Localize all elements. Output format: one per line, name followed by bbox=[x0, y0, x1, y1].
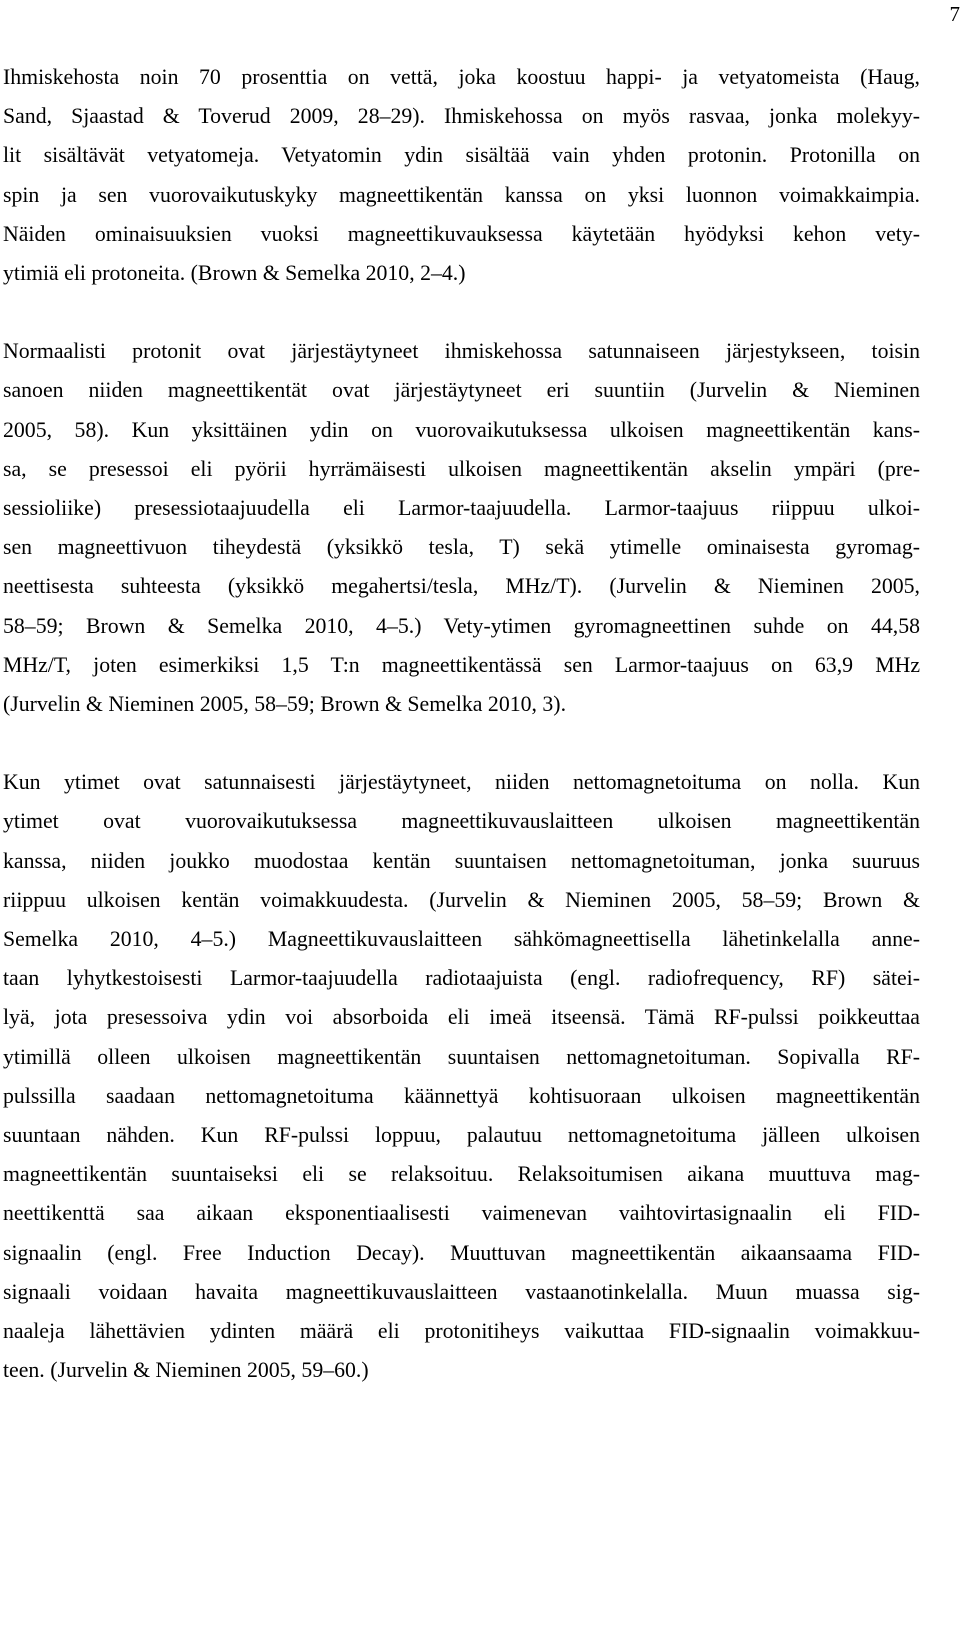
text-line: Sand, Sjaastad & Toverud 2009, 28–29). Ihmiskehossa on myös rasvaa, jonka molekyy- bbox=[3, 104, 920, 129]
text-line: sa, se presessoi eli pyörii hyrrämäisesti ulkoisen magneettikentän akselin ympäri (pre- bbox=[3, 456, 920, 481]
text-line: ytimet ovat vuorovaikutuksessa magneettikuvauslaitteen ulkoisen magneettikentän bbox=[3, 809, 920, 834]
paragraph-1 bbox=[3, 58, 920, 293]
text-line: Näiden ominaisuuksien vuoksi magneettikuvauksessa käytetään hyödyksi kehon vety- bbox=[3, 221, 920, 246]
text-line: MHz/T, joten esimerkiksi 1,5 T:n magneettikentässä sen Larmor-taajuus on 63,9 MHz bbox=[3, 652, 920, 677]
text-line: ytimillä olleen ulkoisen magneettikentän suuntaisen nettomagnetoituman. Sopivalla RF- bbox=[3, 1044, 920, 1069]
text-line: signaali voidaan havaita magneettikuvauslaitteen vastaanotinkelalla. Muun muassa sig- bbox=[3, 1279, 920, 1304]
text-line: neettisesta suhteesta (yksikkö megahertsi/tesla, MHz/T). (Jurvelin & Nieminen 2005, bbox=[3, 574, 920, 599]
text-line: lit sisältävät vetyatomeja. Vetyatomin ydin sisältää vain yhden protonin. Protonilla on bbox=[3, 143, 920, 168]
text-line: signaalin (engl. Free Induction Decay). Muuttuvan magneettikentän aikaansaama FID- bbox=[3, 1240, 920, 1265]
text-line: Kun ytimet ovat satunnaisesti järjestäytyneet, niiden nettomagnetoituma on nolla. Kun bbox=[3, 770, 920, 795]
body-text bbox=[3, 58, 920, 1391]
text-line: sanoen niiden magneettikentät ovat järjestäytyneet eri suuntiin (Jurvelin & Nieminen bbox=[3, 378, 920, 403]
paragraph-gap bbox=[3, 724, 920, 763]
text-line: taan lyhytkestoisesti Larmor-taajuudella radiotaajuista (engl. radiofrequency, RF) sätei- bbox=[3, 966, 920, 991]
text-line: riippuu ulkoisen kentän voimakkuudesta. (Jurvelin & Nieminen 2005, 58–59; Brown & bbox=[3, 887, 920, 912]
paragraph-3 bbox=[3, 763, 920, 1390]
text-line: sen magneettivuon tiheydestä (yksikkö tesla, T) sekä ytimelle ominaisesta gyromag- bbox=[3, 535, 920, 560]
text-line: kanssa, niiden joukko muodostaa kentän suuntaisen nettomagnetoituman, jonka suuruus bbox=[3, 848, 920, 873]
text-line: Normaalisti protonit ovat järjestäytyneet ihmiskehossa satunnaiseen järjestykseen, toisin bbox=[3, 339, 920, 364]
text-line: sessioliike) presessiotaajuudella eli Larmor-taajuudella. Larmor-taajuus riippuu ulkoi- bbox=[3, 496, 920, 521]
text-line: ytimiä eli protoneita. (Brown & Semelka 2010, 2–4.) bbox=[3, 261, 466, 286]
text-line: naaleja lähettävien ydinten määrä eli protonitiheys vaikuttaa FID-signaalin voimakkuu- bbox=[3, 1319, 920, 1344]
text-line: (Jurvelin & Nieminen 2005, 58–59; Brown & Semelka 2010, 3). bbox=[3, 692, 567, 717]
text-line: Ihmiskehosta noin 70 prosenttia on vettä, joka koostuu happi- ja vetyatomeista (Haug, bbox=[3, 65, 920, 89]
text-line: pulssilla saadaan nettomagnetoituma käännettyä kohtisuoraan ulkoisen magneettikentän bbox=[3, 1083, 920, 1108]
paragraph-gap bbox=[3, 293, 920, 332]
text-line: 2005, 58). Kun yksittäinen ydin on vuorovaikutuksessa ulkoisen magneettikentän kans- bbox=[3, 417, 920, 442]
text-line: spin ja sen vuorovaikutuskyky magneettikentän kanssa on yksi luonnon voimakkaimpia. bbox=[3, 182, 920, 207]
text-line: suuntaan nähden. Kun RF-pulssi loppuu, palautuu nettomagnetoituma jälleen ulkoisen bbox=[3, 1123, 920, 1148]
text-line: neettikenttä saa aikaan eksponentiaalisesti vaimenevan vaihtovirtasignaalin eli FID- bbox=[3, 1201, 920, 1226]
page-number: 7 bbox=[949, 2, 960, 26]
text-line: magneettikentän suuntaiseksi eli se relaksoituu. Relaksoitumisen aikana muuttuva mag- bbox=[3, 1162, 920, 1187]
text-line: teen. (Jurvelin & Nieminen 2005, 59–60.) bbox=[3, 1358, 369, 1383]
text-line: lyä, jota presessoiva ydin voi absorboida eli imeä itseensä. Tämä RF-pulssi poikkeuttaa bbox=[3, 1005, 920, 1030]
paragraph-2 bbox=[3, 332, 920, 724]
text-line: 58–59; Brown & Semelka 2010, 4–5.) Vety-ytimen gyromagneettinen suhde on 44,58 bbox=[3, 613, 920, 638]
text-line: Semelka 2010, 4–5.) Magneettikuvauslaitteen sähkömagneettisella lähetinkelalla anne- bbox=[3, 927, 920, 952]
